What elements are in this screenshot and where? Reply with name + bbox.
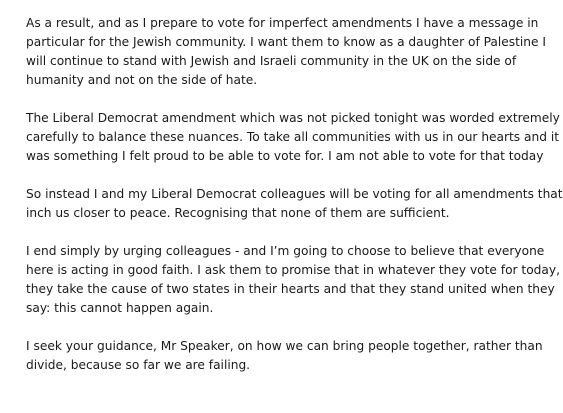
text-line: particular for the Jewish community. I want them to know as a daughter of Palestine I	[26, 35, 546, 49]
paragraph	[26, 185, 563, 223]
text-line: was something I felt proud to be able to vote for. I am not able to vote for that today	[26, 149, 544, 163]
text-line: carefully to balance these nuances. To take all communities with us in our hearts and it	[26, 130, 559, 144]
text-line: I end simply by urging colleagues - and I’m going to choose to believe that everyone	[26, 244, 545, 258]
text-line: say: this cannot happen again.	[26, 301, 214, 315]
text-line: inch us closer to peace. Recognising that none of them are sufficient.	[26, 206, 450, 220]
text-line: humanity and not on the side of hate.	[26, 73, 258, 87]
text-line: will continue to stand with Jewish and Israeli community in the UK on the side of	[26, 54, 517, 68]
paragraph	[26, 337, 543, 375]
text-line: So instead I and my Liberal Democrat colleagues will be voting for all amendments that	[26, 187, 563, 201]
text-line: As a result, and as I prepare to vote for imperfect amendments I have a message in	[26, 16, 539, 30]
paragraph	[26, 242, 560, 318]
text-line: they take the cause of two states in their hearts and that they stand united when they	[26, 282, 555, 296]
text-line: The Liberal Democrat amendment which was not picked tonight was worded extremely	[26, 111, 560, 125]
text-line: divide, because so far we are failing.	[26, 358, 251, 372]
paragraph	[26, 14, 546, 90]
paragraph	[26, 109, 560, 166]
text-line: I seek your guidance, Mr Speaker, on how we can bring people together, rather than	[26, 339, 543, 353]
text-line: here is acting in good faith. I ask them to promise that in whatever they vote for today,	[26, 263, 560, 277]
